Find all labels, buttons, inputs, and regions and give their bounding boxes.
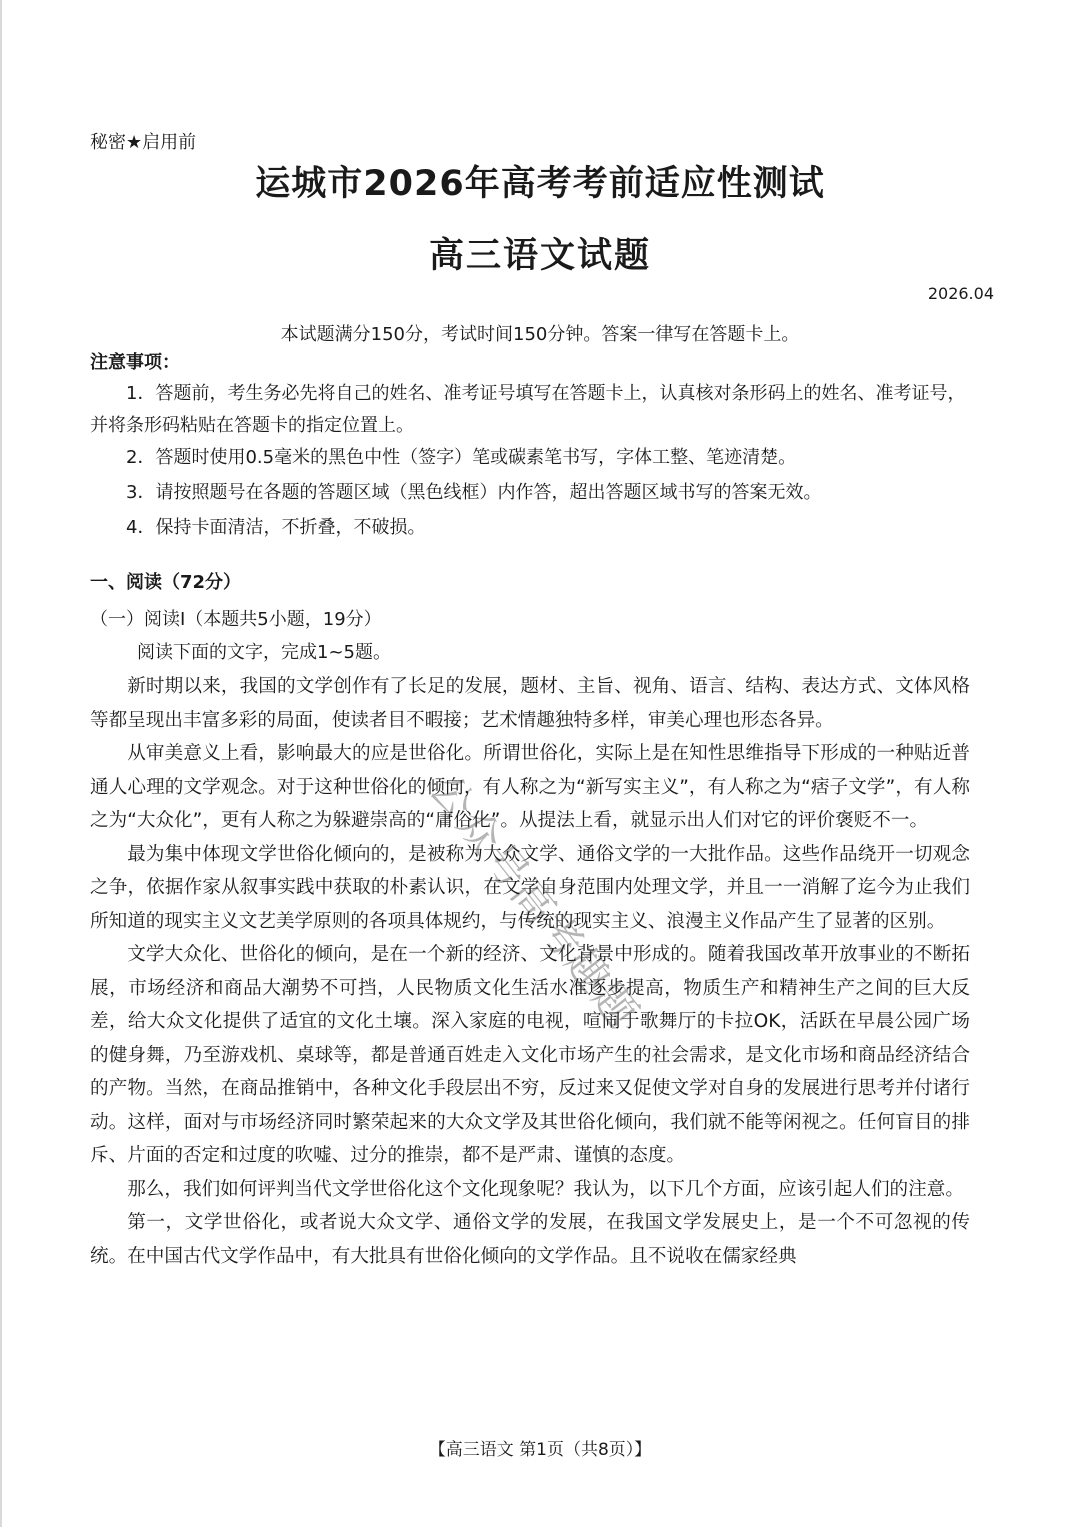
notice-heading: 注意事项： (90, 352, 180, 373)
passage-paragraph: 从审美意义上看，影响最大的应是世俗化。所谓世俗化，实际上是在知性思维指导下形成的一种贴近普通人心理的文学观念。对于这种世俗化的倾向，有人称之为“新写实主义”，有人称之为“痞子文学”，有人称之为“大众化”，更有人称之为躲避崇高的“庸俗化”。从提法上看，就显示出人们对它的评价褒贬不一。 (90, 743, 970, 831)
section-subheading: （一）阅读I（本题共5小题，19分） (90, 609, 382, 630)
passage-paragraph: 第一，文学世俗化，或者说大众文学、通俗文学的发展，在我国文学发展史上，是一个不可忽视的传统。在中国古代文学作品中，有大批具有世俗化倾向的文学作品。且不说收在儒家经典 (90, 1212, 970, 1267)
notice-item: 1．答题前，考生务必先将自己的姓名、准考证号填写在答题卡上，认真核对条形码上的姓名、准考证号，并将条形码粘贴在答题卡的指定位置上。 (90, 383, 966, 436)
passage-paragraph: 文学大众化、世俗化的倾向，是在一个新的经济、文化背景中形成的。随着我国改革开放事业的不断拓展，市场经济和商品大潮势不可挡，人民物质文化生活水准逐步提高，物质生产和精神生产之间的巨大反差，给大众文化提供了适宜的文化土壤。深入家庭的电视，喧闹于歌舞厅的卡拉OK，活跃在早晨公园广场的健身舞，乃至游戏机、桌球等，都是普通百姓走入文化市场产生的社会需求，是文化市场和商品经济结合的产物。当然，在商品推销中，各种文化手段层出不穷，反过来又促使文学对自身的发展进行思考并付诸行动。这样，面对与市场经济同时繁荣起来的大众文学及其世俗化倾向，我们就不能等闲视之。任何盲目的排斥、片面的否定和过度的吹嘘、过分的推崇，都不是严肃、谨慎的态度。 (90, 944, 970, 1166)
exam-subtitle: 高三语文试题 (428, 236, 651, 276)
reading-passage (90, 670, 970, 1273)
page-footer: 【高三语文 第1页（共8页）】 (428, 1440, 652, 1460)
notice-item: 2．答题时使用0.5毫米的黑色中性（签字）笔或碳素笔书写，字体工整、笔迹清楚。 (126, 447, 797, 468)
section-heading: 一、阅读（72分） (90, 572, 242, 593)
watermark-text: 公众号高考趣题 (420, 764, 649, 1038)
exam-title: 运城市2026年高考考前适应性测试 (255, 164, 825, 204)
notice-item: 3．请按照题号在各题的答题区域（黑色线框）内作答，超出答题区域书写的答案无效。 (126, 482, 822, 503)
exam-date: 2026.04 (927, 284, 994, 303)
secret-mark: 秘密★启用前 (90, 132, 197, 153)
exam-intro: 本试题满分150分，考试时间150分钟。答案一律写在答题卡上。 (280, 324, 800, 345)
passage-paragraph: 最为集中体现文学世俗化倾向的，是被称为大众文学、通俗文学的一大批作品。这些作品绕开一切观念之争，依据作家从叙事实践中获取的朴素认识，在文学自身范围内处理文学，并且一一消解了迄今为止我们所知道的现实主义文艺美学原则的各项具体规约，与传统的现实主义、浪漫主义作品产生了显著的区别。 (90, 843, 970, 932)
passage-paragraph: 新时期以来，我国的文学创作有了长足的发展，题材、主旨、视角、语言、结构、表达方式、文体风格等都呈现出丰富多彩的局面，使读者目不暇接；艺术情趣独特多样，审美心理也形态各异。 (90, 676, 970, 731)
passage-paragraph: 那么，我们如何评判当代文学世俗化这个文化现象呢？我认为，以下几个方面，应该引起人们的注意。 (127, 1178, 964, 1200)
notice-item: 4．保持卡面清洁，不折叠，不破损。 (126, 517, 426, 538)
notice-list (90, 378, 976, 544)
reading-instruction: 阅读下面的文字，完成1~5题。 (137, 642, 391, 663)
